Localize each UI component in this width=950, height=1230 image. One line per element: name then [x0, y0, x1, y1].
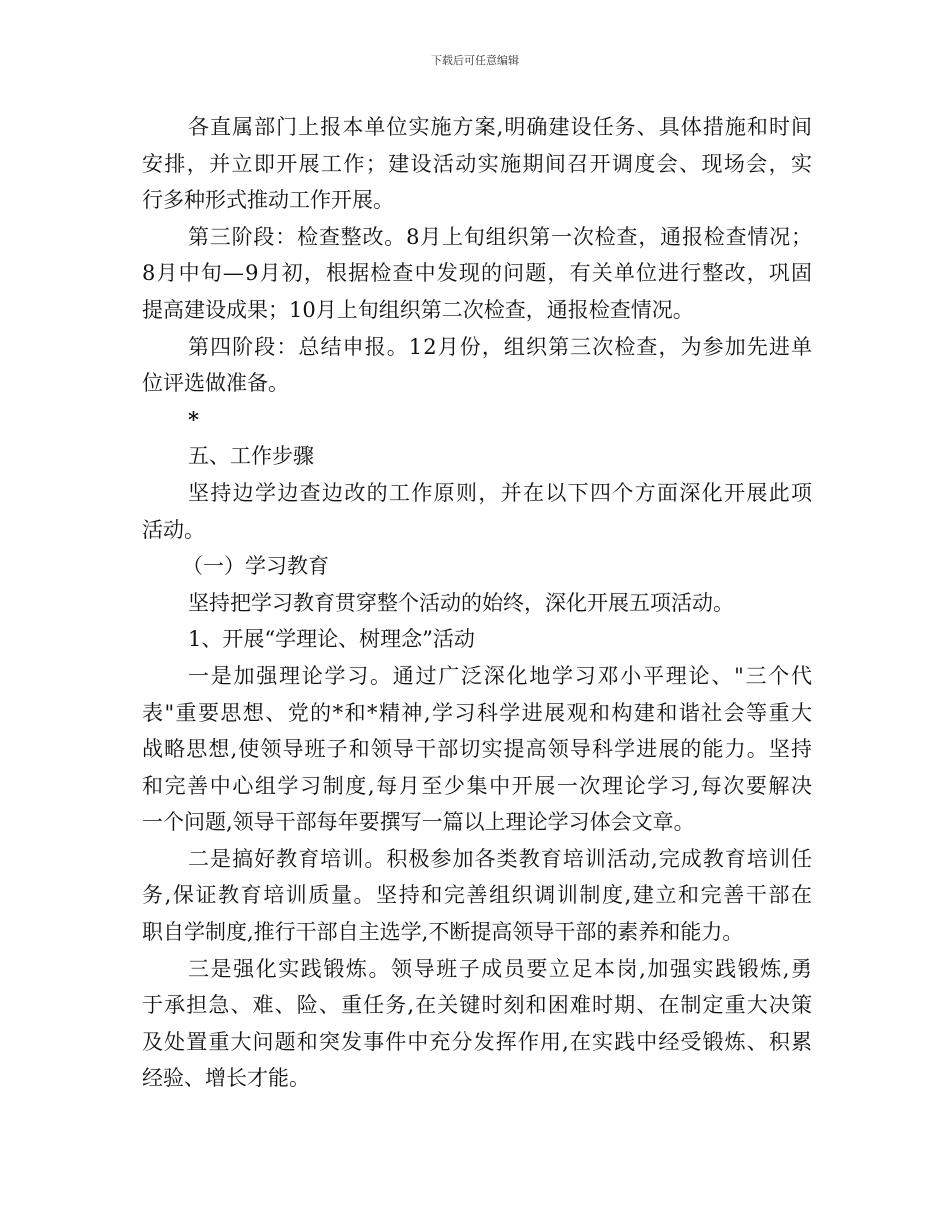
text-line: 和完善中心组学习制度,每月至少集中开展一次理论学习,每次要解决 [142, 773, 814, 798]
document-body [142, 109, 812, 1097]
text-line: 1、开展“学理论、树理念”活动 [188, 627, 475, 652]
text-line: 于承担急、难、险、重任务,在关键时刻和困难时期、在制定重大决策 [142, 993, 814, 1018]
text-line: 安排，并立即开展工作；建设活动实施期间召开调度会、现场会，实 [142, 151, 814, 176]
page-header: 下载后可任意编辑 [431, 54, 519, 67]
text-line: （一）学习教育 [182, 554, 329, 579]
text-line: 战略思想,使领导班子和领导干部切实提高领导科学进展的能力。坚持 [142, 737, 814, 762]
text-line: 坚持把学习教育贯穿整个活动的始终，深化开展五项活动。 [188, 590, 734, 615]
item-heading-theory [142, 621, 812, 658]
text-line: 活动。 [142, 517, 205, 542]
paragraph-stage-four [142, 329, 812, 402]
paragraph-stage-three [142, 219, 812, 329]
paragraph-implementation [142, 109, 812, 219]
text-line: 位评选做准备。 [142, 371, 289, 396]
text-line: 坚持边学边查边改的工作原则，并在以下四个方面深化开展此项 [188, 480, 814, 505]
paragraph-study-intro [142, 585, 812, 622]
text-line: 二是搞好教育培训。积极参加各类教育培训活动,完成教育培训任 [188, 846, 814, 871]
text-line: 各直属部门上报本单位实施方案,明确建设任务、具体措施和时间 [188, 115, 814, 139]
text-line: 第三阶段：检查整改。8月上旬组织第一次检查，通报检查情况； [188, 224, 813, 249]
text-line: 一个问题,领导干部每年要撰写一篇以上理论学习体会文章。 [142, 810, 695, 835]
text-line: 及处置重大问题和突发事件中充分发挥作用,在实践中经受锻炼、积累 [142, 1029, 814, 1054]
asterisk-mark: * [188, 406, 199, 432]
paragraph-practice [142, 951, 812, 1097]
text-line: 职自学制度,推行干部自主选学,不断提高领导干部的素养和能力。 [142, 920, 744, 945]
text-line: 表"重要思想、党的*和*精神,学习科学进展观和构建和谐社会等重大 [142, 700, 814, 725]
paragraph-training [142, 841, 812, 951]
subsection-heading-study [142, 548, 812, 585]
text-line: 行多种形式推动工作开展。 [142, 188, 394, 213]
section-heading-work-steps [142, 438, 812, 475]
text-line: 五、工作步骤 [188, 444, 314, 469]
text-line: 一是加强理论学习。通过广泛深化地学习邓小平理论、"三个代 [188, 663, 814, 688]
text-line: 提高建设成果；10月上旬组织第二次检查，通报检查情况。 [142, 297, 694, 322]
paragraph-theory-study [142, 658, 812, 841]
text-line: 三是强化实践锻炼。领导班子成员要立足本岗,加强实践锻炼,勇 [188, 956, 814, 981]
text-line: 务,保证教育培训质量。坚持和完善组织调训制度,建立和完善干部在 [142, 883, 814, 908]
text-line: 8月中旬—9月初，根据检查中发现的问题，有关单位进行整改，巩固 [142, 261, 814, 286]
text-line: 第四阶段：总结申报。12月份，组织第三次检查，为参加先进单 [188, 334, 814, 359]
text-line: 经验、增长才能。 [142, 1066, 310, 1091]
paragraph-principle [142, 475, 812, 548]
